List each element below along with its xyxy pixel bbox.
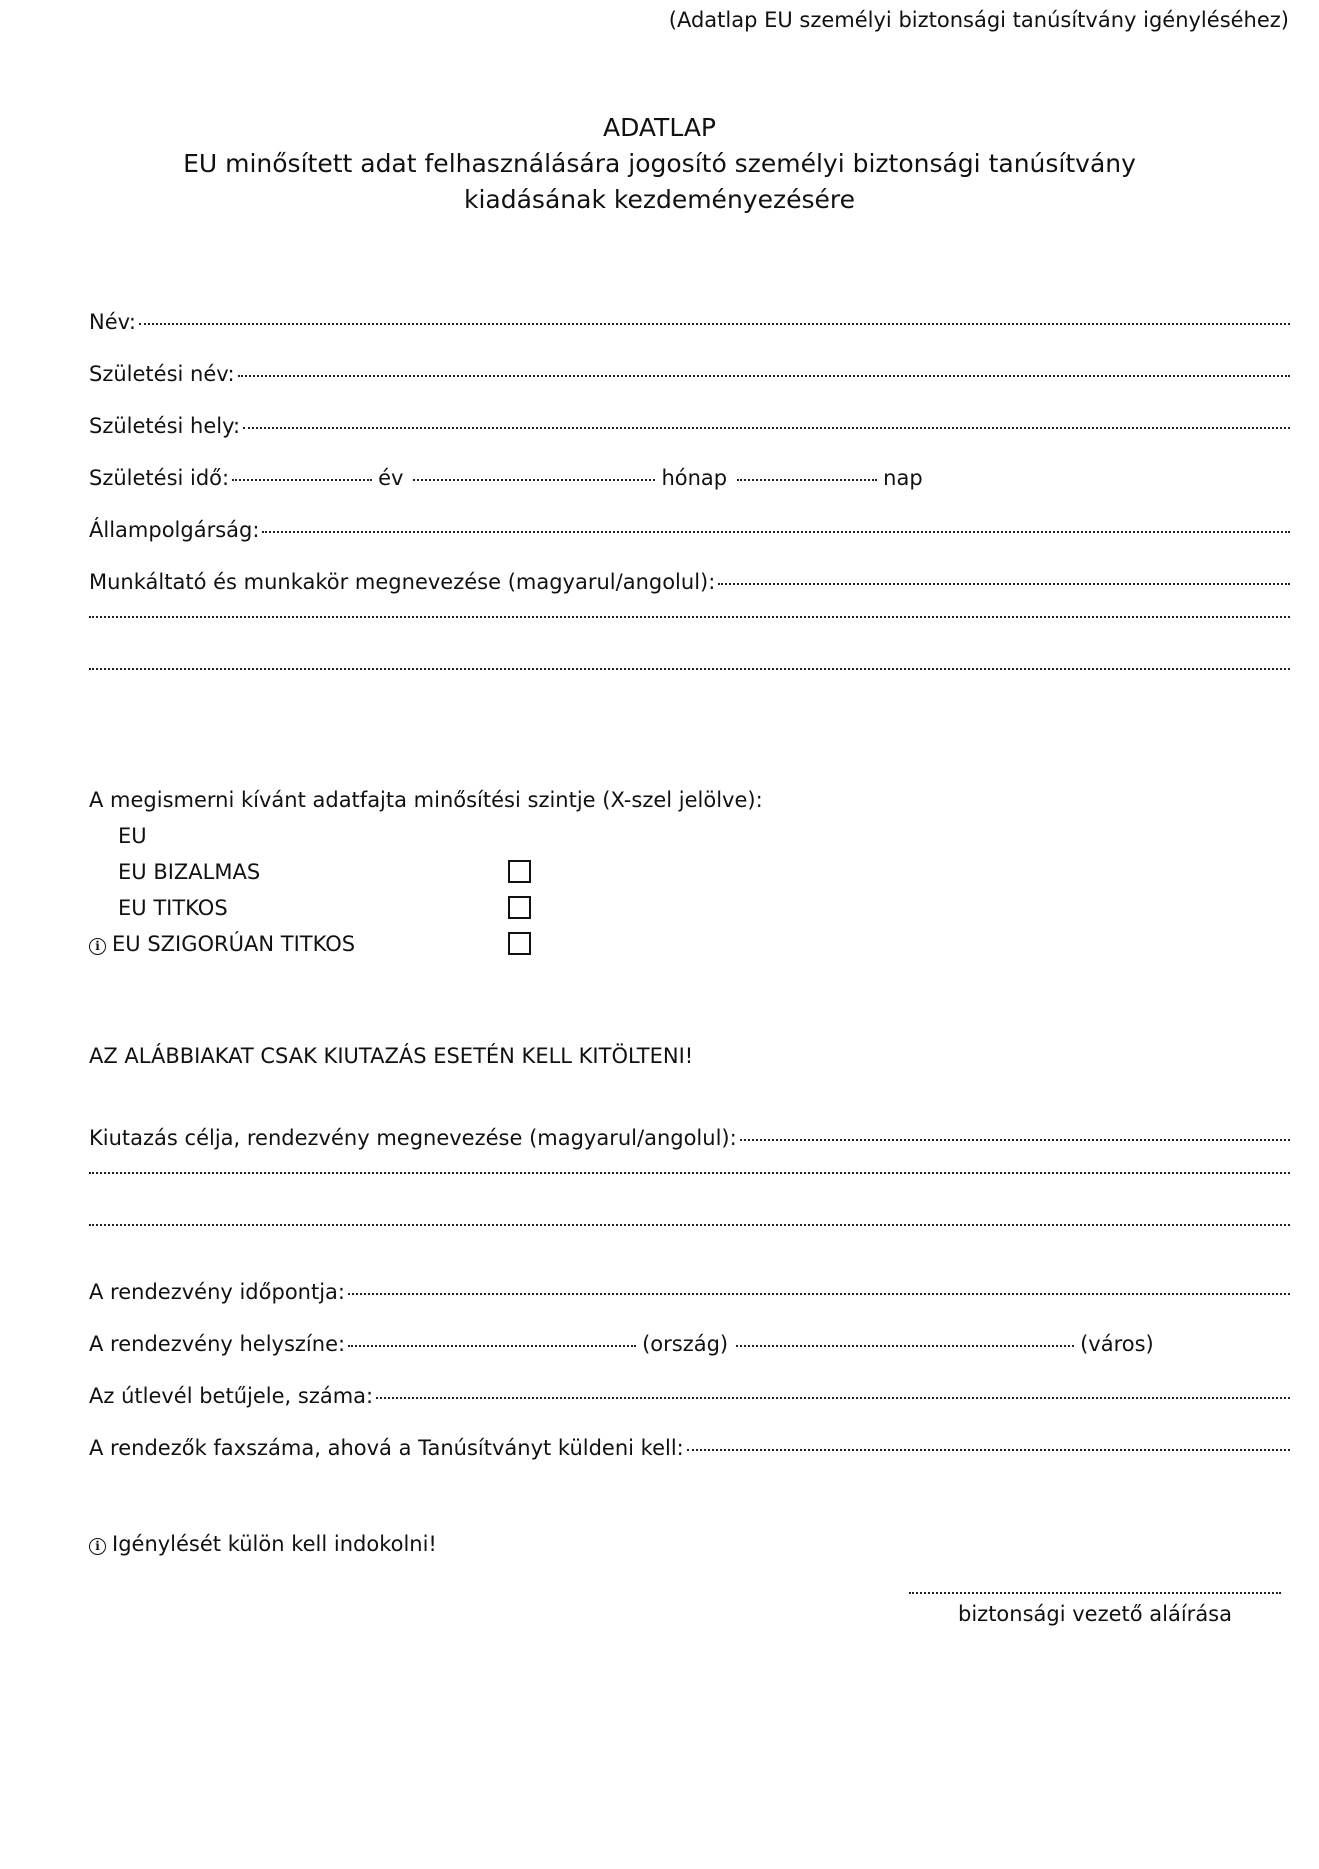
checkbox-eu-titkos[interactable]	[508, 896, 531, 919]
info-circle-icon: i	[89, 1538, 106, 1555]
birth-place-label: Születési hely:	[89, 414, 241, 438]
name-label: Név:	[89, 310, 136, 334]
purpose-field-line-2[interactable]	[89, 1172, 1290, 1174]
employer-continuation-row-1	[89, 620, 1290, 622]
employer-field-line-3[interactable]	[89, 668, 1290, 670]
event-country-field[interactable]	[348, 1345, 636, 1347]
birth-name-field[interactable]	[238, 375, 1290, 377]
title-line-3: kiadásának kezdeményezésére	[464, 185, 855, 214]
employer-field[interactable]	[718, 583, 1290, 585]
info-circle-icon: i	[89, 938, 106, 955]
employer-field-line-2[interactable]	[89, 616, 1290, 618]
country-label: (ország)	[642, 1332, 729, 1356]
birth-place-field[interactable]	[243, 427, 1290, 429]
name-row	[89, 308, 1290, 336]
employer-label: Munkáltató és munkakör megnevezése (magyarul/angolul):	[89, 570, 716, 594]
employer-row	[89, 568, 1290, 596]
travel-heading: AZ ALÁBBIAKAT CSAK KIUTAZÁS ESETÉN KELL KITÖLTENI!	[89, 1044, 694, 1068]
day-label: nap	[883, 466, 923, 490]
birth-day-field[interactable]	[737, 479, 877, 481]
title-line-2: EU minősített adat felhasználására jogosító személyi biztonsági tanúsítvány	[183, 149, 1136, 178]
name-field[interactable]	[139, 323, 1290, 325]
citizenship-label: Állampolgárság:	[89, 518, 260, 542]
signature-label: biztonsági vezető aláírása	[958, 1602, 1232, 1626]
purpose-field[interactable]	[740, 1139, 1290, 1141]
event-place-row	[89, 1330, 1154, 1358]
level-label-eu-bizalmas: EU BIZALMAS	[118, 860, 261, 884]
purpose-field-line-3[interactable]	[89, 1224, 1290, 1226]
fax-label: A rendezők faxszáma, ahová a Tanúsítványt küldeni kell:	[89, 1436, 684, 1460]
document-title	[0, 110, 1319, 218]
form-reference-note: (Adatlap EU személyi biztonsági tanúsítvány igényléséhez)	[668, 8, 1289, 32]
citizenship-field[interactable]	[262, 531, 1290, 533]
event-date-label: A rendezvény időpontja:	[89, 1280, 345, 1304]
footnote-text: Igénylését külön kell indokolni!	[112, 1532, 437, 1556]
level-label-eu-szigoruan-titkos: EU SZIGORÚAN TITKOS	[112, 932, 356, 956]
footnote	[89, 1530, 437, 1558]
passport-label: Az útlevél betűjele, száma:	[89, 1384, 374, 1408]
passport-field[interactable]	[376, 1397, 1290, 1399]
fax-field[interactable]	[687, 1449, 1290, 1451]
signature-line[interactable]	[909, 1592, 1281, 1594]
birth-month-field[interactable]	[413, 479, 655, 481]
birth-year-field[interactable]	[232, 479, 372, 481]
purpose-continuation-row-1	[89, 1176, 1290, 1178]
employer-continuation-row-2	[89, 672, 1290, 674]
fax-row	[89, 1434, 1290, 1462]
passport-row	[89, 1382, 1290, 1410]
birth-name-row	[89, 360, 1290, 388]
purpose-row	[89, 1124, 1290, 1152]
event-date-row	[89, 1278, 1290, 1306]
purpose-label: Kiutazás célja, rendezvény megnevezése (magyarul/angolul):	[89, 1126, 737, 1150]
signature-block	[905, 1592, 1285, 1626]
year-label: év	[378, 466, 404, 490]
checkbox-eu-szigoruan-titkos[interactable]	[508, 932, 531, 955]
city-label: (város)	[1080, 1332, 1154, 1356]
birth-name-label: Születési név:	[89, 362, 235, 386]
classification-group-label: EU	[118, 824, 147, 848]
checkbox-eu-bizalmas[interactable]	[508, 860, 531, 883]
event-date-field[interactable]	[348, 1293, 1290, 1295]
event-city-field[interactable]	[736, 1345, 1074, 1347]
birth-date-label: Születési idő:	[89, 466, 230, 490]
birth-date-row	[89, 464, 923, 492]
level-label-eu-titkos: EU TITKOS	[118, 896, 228, 920]
event-place-label: A rendezvény helyszíne:	[89, 1332, 346, 1356]
level-row-eu-szigoruan-titkos	[89, 930, 355, 958]
birth-place-row	[89, 412, 1290, 440]
purpose-continuation-row-2	[89, 1228, 1290, 1230]
title-line-1: ADATLAP	[602, 113, 717, 142]
citizenship-row	[89, 516, 1290, 544]
month-label: hónap	[661, 466, 728, 490]
classification-heading: A megismerni kívánt adatfajta minősítési szintje (X-szel jelölve):	[89, 788, 763, 812]
